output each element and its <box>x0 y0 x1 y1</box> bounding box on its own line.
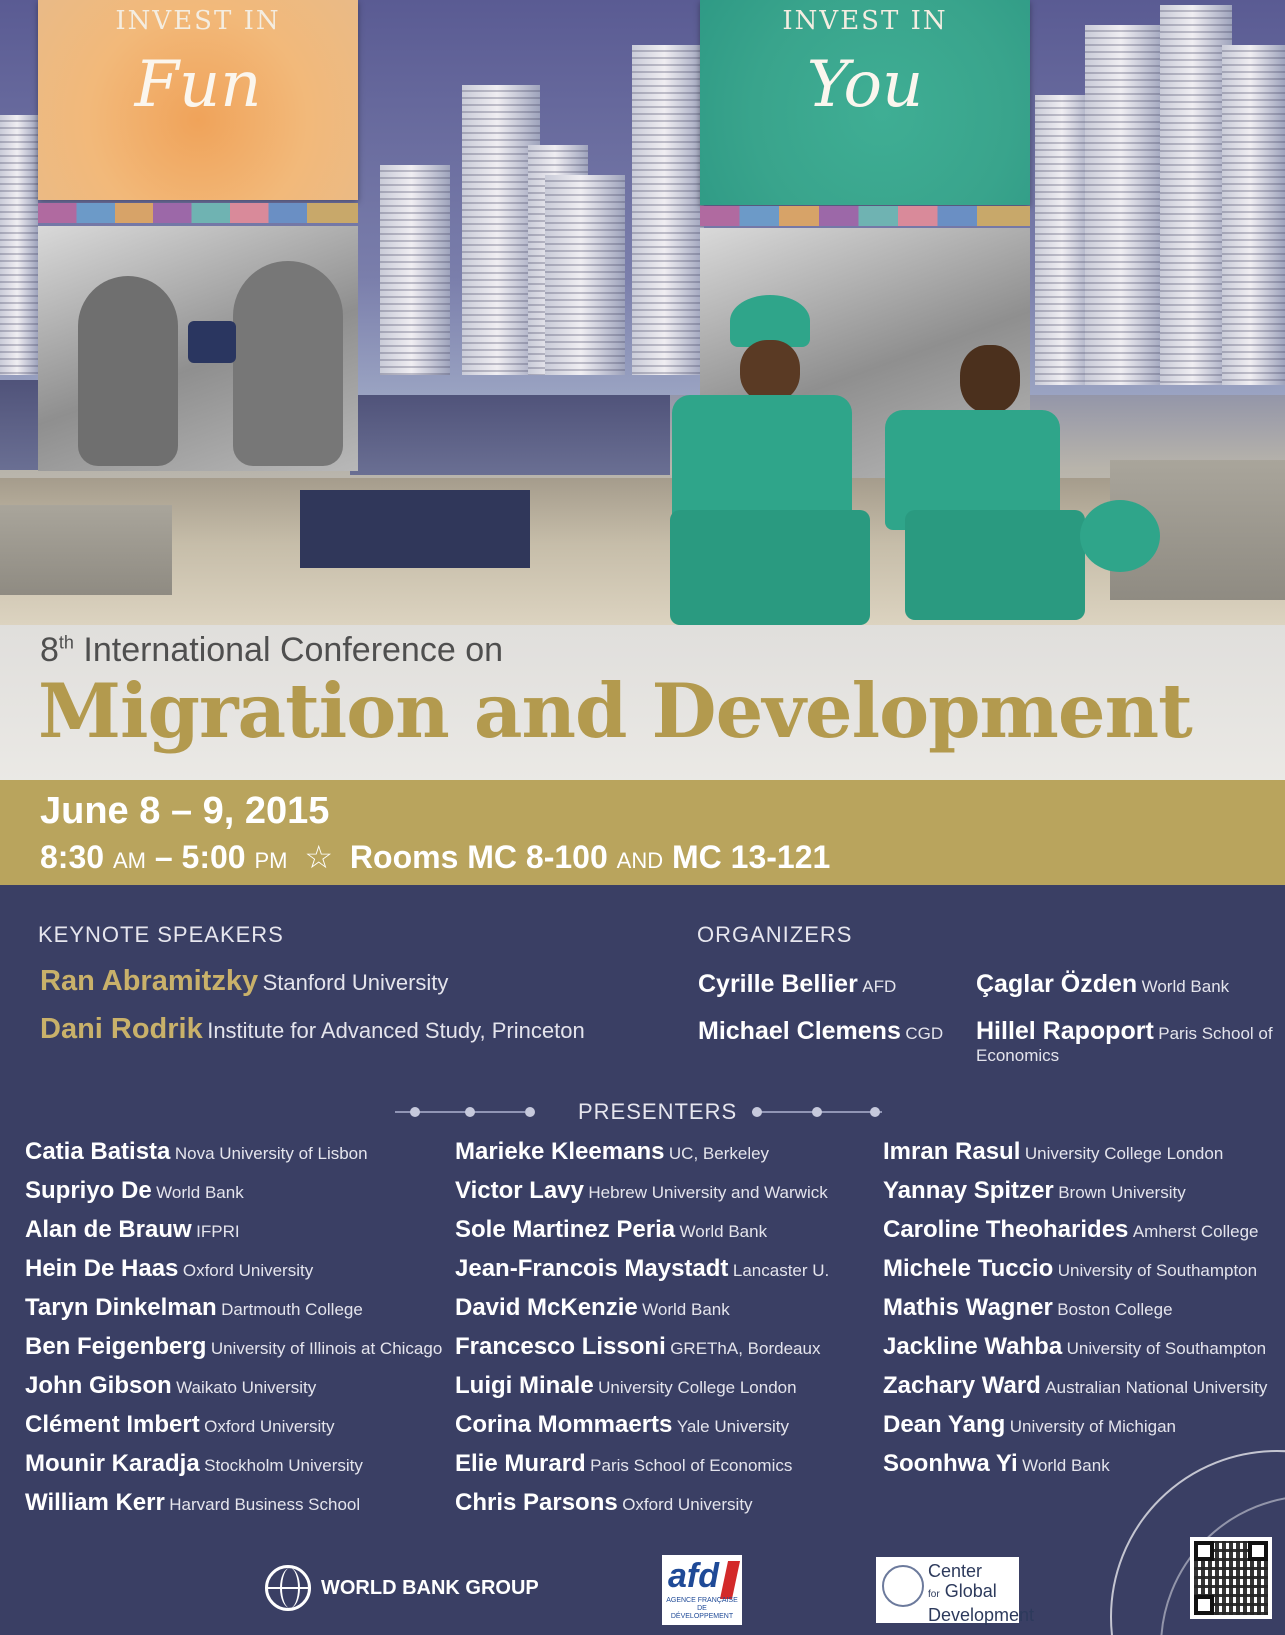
presenter-affiliation: GREThA, Bordeaux <box>670 1339 821 1358</box>
presenter <box>455 1216 767 1244</box>
world-bank-logo <box>265 1563 539 1613</box>
billboard-invest-text: INVEST IN <box>782 6 948 36</box>
cgd-logo <box>876 1557 1035 1625</box>
presenter-name: Marieke Kleemans <box>455 1138 665 1165</box>
afd-logo <box>662 1555 742 1625</box>
speaker-affiliation: Institute for Advanced Study, Princeton <box>207 1018 585 1043</box>
presenter <box>25 1450 363 1478</box>
organizer-affiliation: World Bank <box>1141 977 1230 996</box>
organizers-heading: ORGANIZERS <box>697 922 853 947</box>
tower <box>1085 25 1165 385</box>
presenter-name: Imran Rasul <box>883 1138 1021 1165</box>
globe-icon <box>265 1565 311 1611</box>
event-time-location <box>40 838 830 876</box>
presenter <box>883 1216 1259 1244</box>
presenter <box>455 1372 797 1400</box>
cgd-text <box>928 1561 1034 1625</box>
tower <box>545 175 625 375</box>
divider-dot <box>870 1107 880 1117</box>
presenter <box>25 1411 335 1439</box>
presenter-name: Michele Tuccio <box>883 1255 1054 1282</box>
color-stripe <box>700 206 1030 226</box>
worker-left <box>660 295 880 625</box>
presenter <box>883 1294 1173 1322</box>
presenter-affiliation: Australian National University <box>1045 1378 1268 1397</box>
presenter <box>25 1294 363 1322</box>
presenter-name: Francesco Lissoni <box>455 1333 666 1360</box>
worker-head <box>960 345 1020 413</box>
presenter-name: Zachary Ward <box>883 1372 1041 1399</box>
presenter-name: Clément Imbert <box>25 1411 200 1438</box>
hard-hat <box>1080 500 1160 572</box>
presenter-affiliation: Harvard Business School <box>169 1495 361 1514</box>
presenter <box>455 1411 789 1439</box>
presenter-name: Chris Parsons <box>455 1489 618 1516</box>
worker-legs <box>670 510 870 625</box>
divider-dot <box>525 1107 535 1117</box>
divider-dot <box>465 1107 475 1117</box>
presenter-name: Hein De Haas <box>25 1255 179 1282</box>
presenter <box>455 1450 792 1478</box>
presenter-name: Ben Feigenberg <box>25 1333 207 1360</box>
organizer <box>698 1017 943 1046</box>
presenter-affiliation: Amherst College <box>1132 1222 1259 1241</box>
cgd-word: for <box>928 1589 940 1600</box>
presenter <box>455 1489 753 1517</box>
tower <box>1222 45 1285 385</box>
worker-legs <box>905 510 1085 620</box>
presenter-affiliation: University of Southampton <box>1057 1261 1258 1280</box>
presenter-affiliation: University of Illinois at Chicago <box>210 1339 443 1358</box>
water <box>350 395 670 475</box>
presenter-name: Luigi Minale <box>455 1372 594 1399</box>
cgd-word: Development <box>928 1605 1035 1625</box>
presenter-affiliation: University of Michigan <box>1009 1417 1177 1436</box>
organizer-name: Michael Clemens <box>698 1017 901 1045</box>
billboard-you <box>700 0 1030 205</box>
presenter <box>25 1255 313 1283</box>
presenter-affiliation: IFPRI <box>196 1222 240 1241</box>
presenter-name: Elie Murard <box>455 1450 586 1477</box>
world-bank-text: WORLD BANK GROUP <box>321 1576 539 1599</box>
cgd-word: Global <box>944 1581 997 1601</box>
rooms-b: MC 13-121 <box>672 839 831 875</box>
presenter-affiliation: University of Southampton <box>1066 1339 1267 1358</box>
presenter-name: William Kerr <box>25 1489 165 1516</box>
keynote-heading: KEYNOTE SPEAKERS <box>38 922 284 947</box>
child-left <box>78 276 178 466</box>
presenter <box>883 1333 1266 1361</box>
presenter-affiliation: Lancaster U. <box>732 1261 830 1280</box>
presenter-name: Jackline Wahba <box>883 1333 1063 1360</box>
qr-corner <box>1248 1541 1268 1561</box>
presenter-affiliation: Dartmouth College <box>221 1300 363 1319</box>
qr-corner <box>1194 1595 1214 1615</box>
title-band <box>0 625 1285 780</box>
children-photo <box>38 226 358 471</box>
afd-letters: afd <box>668 1557 719 1595</box>
presenter-name: Yannay Spitzer <box>883 1177 1054 1204</box>
presenter <box>883 1372 1267 1400</box>
presenter <box>455 1177 828 1205</box>
child-right <box>233 261 343 466</box>
star-icon: ☆ <box>304 839 334 875</box>
divider-dot <box>812 1107 822 1117</box>
time-end-ampm: PM <box>254 848 288 873</box>
presenter <box>25 1489 360 1517</box>
presenter-affiliation: Waikato University <box>176 1378 317 1397</box>
billboard-script-word: Fun <box>134 48 262 122</box>
cgd-word: Center <box>928 1561 983 1581</box>
presenter-affiliation: University College London <box>598 1378 797 1397</box>
divider-dot <box>752 1107 762 1117</box>
time-end: 5:00 <box>181 839 246 875</box>
afd-subtext: AGENCE FRANÇAISE DE DÉVELOPPEMENT <box>666 1597 738 1620</box>
conference-title: Migration and Development <box>38 667 1192 755</box>
presenter-affiliation: Oxford University <box>204 1417 335 1436</box>
organizer-affiliation: AFD <box>862 977 897 996</box>
presenter-affiliation: Boston College <box>1057 1300 1173 1319</box>
date-band <box>0 780 1285 885</box>
presenter <box>25 1216 240 1244</box>
hero-photo <box>0 0 1285 625</box>
presenter <box>455 1255 829 1283</box>
conference-subtitle <box>40 631 503 670</box>
keynote-speaker <box>40 965 448 998</box>
presenter-affiliation: Yale University <box>676 1417 789 1436</box>
hole <box>188 321 236 363</box>
tower <box>380 165 450 375</box>
presenter-name: Soonhwa Yi <box>883 1450 1018 1477</box>
cgd-globe-icon <box>882 1565 924 1607</box>
billboard-script-word: You <box>806 48 924 122</box>
presenter-name: David McKenzie <box>455 1294 638 1321</box>
presenter-affiliation: World Bank <box>1022 1456 1110 1475</box>
presenter <box>883 1450 1110 1478</box>
presenter-affiliation: Oxford University <box>182 1261 314 1280</box>
presenter-affiliation: World Bank <box>679 1222 768 1241</box>
water <box>0 380 40 470</box>
worker-right <box>885 345 1165 625</box>
speaker-name: Dani Rodrik <box>40 1013 203 1045</box>
speaker-name: Ran Abramitzky <box>40 965 259 997</box>
time-start: 8:30 <box>40 839 105 875</box>
presenter <box>883 1255 1257 1283</box>
presenter-name: Catia Batista <box>25 1138 171 1165</box>
presenter-affiliation: Brown University <box>1058 1183 1186 1202</box>
worker-head <box>740 340 800 402</box>
event-date: June 8 – 9, 2015 <box>40 790 330 832</box>
rooms-a: Rooms MC 8-100 <box>349 839 608 875</box>
dark-tarp <box>300 490 530 568</box>
organizer-affiliation: Paris School of Economics <box>976 1024 1273 1065</box>
presenter-name: Caroline Theoharides <box>883 1216 1129 1243</box>
subtitle-text: International Conference on <box>83 631 504 669</box>
presenter <box>883 1138 1223 1166</box>
presenter-name: John Gibson <box>25 1372 172 1399</box>
ordinal-number: 8 <box>40 631 59 669</box>
organizer <box>976 970 1229 999</box>
presenter <box>455 1138 769 1166</box>
organizer <box>698 970 896 999</box>
concrete-slab <box>0 505 172 595</box>
presenter-affiliation: Nova University of Lisbon <box>174 1144 368 1163</box>
presenter-name: Jean-Francois Maystadt <box>455 1255 729 1282</box>
presenter <box>25 1333 442 1361</box>
presenter-affiliation: Oxford University <box>622 1495 753 1514</box>
presenter-name: Alan de Brauw <box>25 1216 192 1243</box>
presenter-name: Sole Martinez Peria <box>455 1216 676 1243</box>
presenter <box>455 1333 820 1361</box>
qr-corner <box>1194 1541 1214 1561</box>
ordinal-suffix: th <box>58 632 74 653</box>
qr-code[interactable] <box>1190 1537 1272 1619</box>
presenter <box>25 1138 368 1166</box>
rooms-and: AND <box>616 848 664 873</box>
presenter-affiliation: World Bank <box>156 1183 244 1202</box>
presenter-affiliation: UC, Berkeley <box>668 1144 770 1163</box>
organizer-name: Hillel Rapoport <box>976 1017 1154 1045</box>
presenter <box>883 1177 1186 1205</box>
presenter-affiliation: Hebrew University and Warwick <box>588 1183 828 1202</box>
presenter-name: Dean Yang <box>883 1411 1006 1438</box>
presenter <box>25 1177 244 1205</box>
time-dash: – <box>154 839 173 875</box>
organizer-affiliation: CGD <box>905 1024 944 1043</box>
time-start-ampm: AM <box>112 848 146 873</box>
presenter-name: Victor Lavy <box>455 1177 584 1204</box>
afd-red-bar <box>720 1561 740 1599</box>
presenter-name: Taryn Dinkelman <box>25 1294 217 1321</box>
presenter-affiliation: Stockholm University <box>204 1456 363 1475</box>
presenter-affiliation: University College London <box>1024 1144 1224 1163</box>
presenter <box>25 1372 316 1400</box>
billboard-invest-text: INVEST IN <box>115 6 281 36</box>
divider-dot <box>410 1107 420 1117</box>
presenter-name: Supriyo De <box>25 1177 152 1204</box>
presenter <box>883 1411 1176 1439</box>
tower <box>0 115 38 375</box>
color-stripe <box>38 203 358 223</box>
keynote-speaker <box>40 1013 585 1046</box>
organizer-name: Çaglar Özden <box>976 970 1138 998</box>
speaker-affiliation: Stanford University <box>262 970 449 995</box>
presenter-affiliation: Paris School of Economics <box>590 1456 793 1475</box>
presenters-heading: PRESENTERS <box>578 1099 738 1124</box>
presenter-name: Mathis Wagner <box>883 1294 1053 1321</box>
presenter-name: Mounir Karadja <box>25 1450 200 1477</box>
organizer <box>976 1017 1276 1066</box>
billboard-fun <box>38 0 358 200</box>
organizer-name: Cyrille Bellier <box>698 970 858 998</box>
presenter-name: Corina Mommaerts <box>455 1411 673 1438</box>
presenter <box>455 1294 730 1322</box>
presenter-affiliation: World Bank <box>642 1300 730 1319</box>
